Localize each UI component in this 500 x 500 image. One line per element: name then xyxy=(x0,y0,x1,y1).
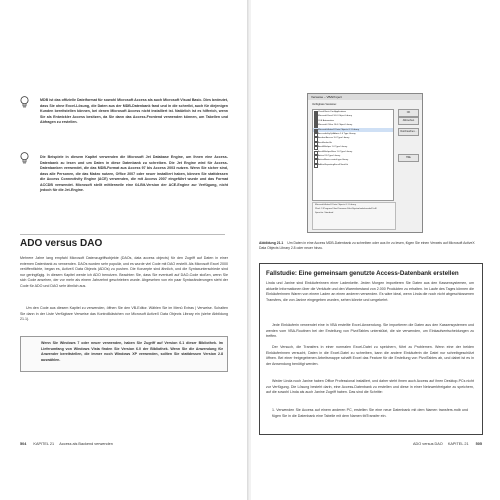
info-location: Pfad: C:\Program Files\Common Files\System\ado\msado15.dll xyxy=(315,208,377,210)
browse-button[interactable]: Durchsuchen... xyxy=(398,128,419,136)
reference-item[interactable]: AdHocReportingExcelClientLib xyxy=(313,163,393,167)
case-study-paragraph: Weder Linda noch Janine haben Office Professional installiert, und daher steht ihnen auch Access auf ihren Desktop-PCs nicht zur Verfügung. Die Lösung besteht darin, eine Access-Datenbank zu erstellen und diese in einer Netzwerkfreigabe zu speichern, auf die sowohl Linda als auch Janine Zugriff haben. Das sind die Schritte: xyxy=(266,379,474,394)
reference-item[interactable]: Active DS Type Library xyxy=(313,154,393,158)
note-box xyxy=(20,336,228,372)
cancel-button[interactable]: Abbrechen xyxy=(398,117,419,125)
section-heading: ADO versus DAO xyxy=(20,238,103,249)
tip-paragraph: MDB ist das offizielle Dateiformat für sowohl Microsoft Access als auch Microsoft Visual Basic. Dies bedeutet, dass Sie ohne Excel-Lösung, die Daten aus der MDB-Datenbank fand und in die schreibt, auch für diejenigen Kunden bereitstellen können, bei denen Microsoft Access nicht installiert ist. Natürlich ist es hilfreich, wenn Sie als Entwickler Access besitzen, da Sie dann das Access-Frontend verwenden können, um Tabellen und Abfragen zu erstellen. xyxy=(40,98,228,124)
reference-item-selected[interactable]: Microsoft ActiveX Data Objects 6.1 Library xyxy=(313,128,393,132)
references-list[interactable] xyxy=(312,109,394,201)
reference-item[interactable]: AccessibilityCplAdmin 1.0 Type Library xyxy=(313,132,393,136)
help-button[interactable]: Hilfe xyxy=(398,154,419,162)
case-study-paragraph: Linda und Janine sind Einkäuferinnen einer Ladenkette. Jeden Morgen importieren Sie Daten aus den Kassensystemen, um aktuelle Informationen über die Verkäufe und den Warenbestand von 2.000 Produkten zu erhalten. Im Laufe des Tages können die Einkäuferinnen Waren von einem Laden an einen anderen versenden. Es wäre ideal, wenn Linda die noch nicht abgeschlossenen Transfers, die von Janine eingegeben wurden, sehen könnte und umgekehrt. xyxy=(266,281,474,302)
lightbulb-icon xyxy=(20,152,29,164)
figure-caption xyxy=(259,241,481,251)
list-label: Verfügbare Verweise: xyxy=(312,103,337,106)
case-study-step: 1. Verwenden Sie Access auf einem anderen PC, erstellen Sie eine neue Datenbank mit dem Namen transfers.mdb und fügen Sie in die Datenbank eine Tabelle mit dem Namen tblTransfer ein. xyxy=(272,408,468,418)
reference-item[interactable]: AcroIEHelper 1.0 Type Library xyxy=(313,145,393,149)
reference-info-panel xyxy=(312,202,396,230)
reference-item[interactable]: ActiveMovie control type library xyxy=(313,158,393,162)
info-title: Microsoft ActiveX Data Objects 6.1 Library xyxy=(315,204,356,206)
page-footer xyxy=(390,442,482,446)
body-paragraph: Mehrere Jahre lang empfahl Microsoft Datenzugriffsobjekte (DAOs, data access objects) für den Zugriff auf Daten in einer externen Datenbank zu verwenden. DAOs wurden sehr populär, und es wurde viel Code mit DAO erstellt. Als Microsoft Excel 2000 veröffentlichte, began es, ActiveX Data Objects (ADOs) zu pushen. Die Konzepte sind ähnlich, und die Syntaxunterschiede sind nur geringfügig. In diesem Kapitel werde ich ADO benutzen. Beachten Sie, dass Sie eventuell auf DAO-Code stoßen, wenn Sie sich Code ansehen, der vor mehr als einem Jahrzehnt geschrieben wurde. Abgesehen von ein paar Syntaxänderungen sieht der Code für ADO und DAO sehr ähnlich aus. xyxy=(20,256,228,288)
tip-paragraph: Die Beispiele in diesem Kapitel verwenden die Microsoft Jet Database Engine, um Ihnen eine Access-Datenbank zu lesen und um Daten in diese Datenbank zu schreiben. Die Jet Engine wird für Access-Datenbanken verwendet, die das MDB-Format aus Access 97 bis Access 2003 nutzen. Wenn Sie sicher sind, dass alle Personen, die das Makro nutzen, Office 2007 oder neuer installiert haben, können Sie stattdessen die Access Connectivity Engine (ACE) verwenden, die mit Access 2007 eingeführt wurde und das Format ACCDB verwendet. Microsoft stellt mittlerweile eine 64-Bit-Version der ACE-Engine zur Verfügung, nicht jedoch für die Jet-Engine. xyxy=(40,155,228,192)
footer-chapter: KAPITEL 21 xyxy=(33,442,55,446)
dialog-title: Verweise – VBAProject xyxy=(308,94,422,100)
footer-chapter-title: Access als Backend verwenden xyxy=(59,442,113,446)
case-study-paragraph: Der Versuch, die Transfers in einer normalen Excel-Datei zu speichern, führt zu Problemen. Wenn eine der beiden Einkäuferinnen versucht, Daten in die Excel-Datei zu schreiben, kann die andere Einkäuferin die Datei nur schreibgeschützt öffnen. Bei einer freigegebenen Arbeitsmappe schafft Excel das Feature für die Erstellung von PivotTables ab, und dabei ist es in der Anwendung benötigt werden. xyxy=(266,345,474,366)
page-number: 505 xyxy=(475,442,482,446)
case-study-box xyxy=(259,263,483,435)
reference-item[interactable]: Microsoft Excel 16.0 Object Library xyxy=(313,114,393,118)
lightbulb-icon xyxy=(20,96,29,108)
reference-item[interactable]: Visual Basic For Applications xyxy=(313,110,393,114)
ok-button[interactable]: OK xyxy=(398,109,419,117)
reference-item[interactable]: AcroBrokerLib xyxy=(313,141,393,145)
page-number: 504 xyxy=(20,442,27,446)
footer-section: ADO versus DAO xyxy=(413,442,443,446)
reference-item[interactable]: Acrobat Access 3.0 Type Library xyxy=(313,136,393,140)
body-paragraph: Um den Code aus diesem Kapitel zu verwenden, öffnen Sie den VB-Editor. Wählen Sie im Menü Extras | Verweise. Schalten Sie dann in der Liste Verfügbare Verweise das Kontrollkästchen vor Microsoft ActiveX Data Objects Library ein (siehe Abbildung 21.1). xyxy=(20,306,228,321)
figure-caption-label: Abbildung 21.1 xyxy=(259,241,284,245)
reference-item[interactable]: OLE Automation xyxy=(313,119,393,123)
section-divider xyxy=(20,234,225,235)
case-study-title: Fallstudie: Eine gemeinsam genutzte Access-Datenbank erstellen xyxy=(266,270,459,277)
page-footer xyxy=(20,442,230,446)
references-dialog-screenshot xyxy=(307,93,423,233)
left-page xyxy=(0,0,249,500)
footer-chapter: KAPITEL 21 xyxy=(447,442,469,446)
info-language: Sprache: Standard xyxy=(315,212,334,214)
note-text: Wenn Sie Windows 7 oder neuer verwenden, haben Sie Zugriff auf Version 6.1 dieser Bibliothek. Im Lieferumfang von Windows Vista finden Sie Version 6.0 der Bibliothek. Wenn Sie die Anwendung für Anwender bereitstellen, die immer noch Windows XP verwenden, sollten Sie stattdessen Version 2.8 auswählen. xyxy=(41,341,223,362)
case-study-paragraph: Jede Einkäuferin verwendet eine in VBA erstellte Excel-Anwendung. Sie importieren die Daten aus den Kassensystemen und werden vom VBA-Routinen bei der Erstellung von PivotTables unterstützt, die sie verwenden, um Einkaufsentscheidungen zu treffen. xyxy=(266,323,474,338)
reference-item[interactable]: AcroIEHelperShim 1.0 Type Library xyxy=(313,150,393,154)
figure-caption-text: Um Daten in eine Access MDB-Datenbank zu schreiben oder aus ihr zu lesen, fügen Sie einen Verweis auf Microsoft ActiveX Data Objects Library 2.8 oder neuer hinzu. xyxy=(259,241,475,250)
reference-item[interactable]: Microsoft Office 16.0 Object Library xyxy=(313,123,393,127)
